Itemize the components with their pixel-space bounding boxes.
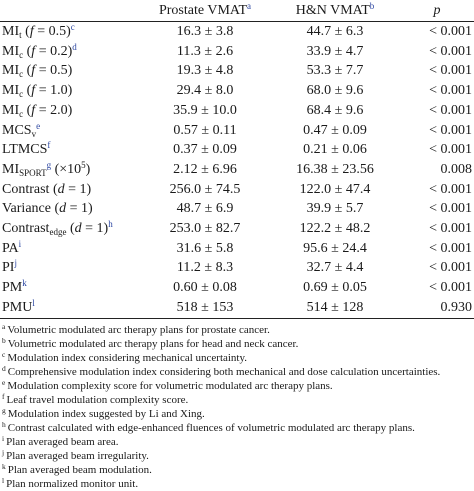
- metric-subscript: edge: [49, 227, 67, 238]
- hn-value: 0.21 ± 0.06: [303, 142, 367, 158]
- table-row: [0, 199, 474, 219]
- table-row: [0, 61, 474, 81]
- table-row: [0, 258, 474, 278]
- metric-label: [0, 258, 150, 278]
- footnote-mark: e: [2, 377, 6, 387]
- p-value: < 0.001: [429, 221, 472, 237]
- p-value: < 0.001: [429, 142, 472, 158]
- footnote: [2, 351, 474, 365]
- metric-parameter: (d = 1): [69, 221, 109, 237]
- metric-parameter: (d = 1): [52, 181, 92, 197]
- table-row: [0, 180, 474, 200]
- metric-parameter: (f = 2.0): [26, 102, 73, 118]
- metric-name: PA: [2, 240, 19, 256]
- footnote-mark: k: [2, 461, 6, 471]
- metric-name: MI: [2, 24, 20, 39]
- hn-value: 68.4 ± 9.6: [306, 102, 364, 118]
- hn-value: 0.47 ± 0.09: [303, 122, 367, 138]
- table-row: [0, 160, 474, 180]
- metric-label: [0, 180, 150, 200]
- hn-value: 39.9 ± 5.7: [306, 201, 364, 217]
- footnote-text: Contrast calculated with edge-enhanced fluences of volumetric modulated arc therapy plans.: [7, 421, 415, 434]
- header-p: p: [400, 0, 474, 22]
- footnote-mark: f: [2, 391, 5, 401]
- table-row: [0, 81, 474, 101]
- hn-value: 122.0 ± 47.4: [299, 181, 371, 197]
- header-hn-label: H&N VMAT: [295, 3, 370, 18]
- footnote-link[interactable]: b: [369, 1, 375, 11]
- metric-parameter: (f = 0.5): [25, 24, 71, 39]
- footnote: [2, 407, 474, 421]
- prostate-value: 19.3 ± 4.8: [176, 63, 234, 79]
- hn-value: 0.69 ± 0.05: [303, 280, 367, 296]
- metric-label: [0, 42, 150, 62]
- footnote-text: Comprehensive modulation index considering both mechanical and dose calculation uncertainties.: [7, 365, 441, 378]
- footnote-mark: a: [2, 321, 6, 331]
- footnote-text: Volumetric modulated arc therapy plans for head and neck cancer.: [7, 337, 299, 350]
- footnote-link[interactable]: c: [70, 22, 75, 32]
- metric-name: MCS: [2, 122, 32, 138]
- header-row: [0, 0, 474, 22]
- footnote-link[interactable]: e: [36, 120, 41, 131]
- footnote-mark: j: [2, 447, 5, 457]
- footnote-link[interactable]: j: [14, 258, 17, 269]
- metric-subscript: SPORT: [19, 167, 47, 178]
- footnote-text: Volumetric modulated arc therapy plans for prostate cancer.: [7, 323, 270, 336]
- prostate-value: 31.6 ± 5.8: [176, 240, 234, 256]
- hn-value: 68.0 ± 9.6: [306, 83, 364, 99]
- hn-value: 122.2 ± 48.2: [299, 221, 371, 237]
- footnote-mark: c: [2, 349, 6, 359]
- metric-label: [0, 278, 150, 298]
- table-row: [0, 42, 474, 62]
- footnote-link[interactable]: a: [247, 1, 252, 11]
- footnote: [2, 421, 474, 435]
- footnote: [2, 435, 474, 449]
- table-body: [0, 22, 474, 319]
- footnote-text: Plan averaged beam irregularity.: [6, 449, 149, 462]
- p-value: < 0.001: [429, 122, 472, 138]
- footnote-text: Plan normalized monitor unit.: [6, 477, 139, 490]
- hn-value: 16.38 ± 23.56: [296, 161, 374, 177]
- metric-name: LTMCS: [2, 142, 48, 158]
- p-value: < 0.001: [429, 102, 472, 118]
- hn-value: 514 ± 128: [260, 298, 400, 318]
- paren-close: ): [85, 161, 91, 177]
- metric-label: [0, 61, 150, 81]
- table-row: [0, 298, 474, 318]
- footnote-link[interactable]: f: [47, 140, 51, 151]
- footnote: [2, 463, 474, 477]
- exponent: 5: [81, 159, 86, 170]
- footnote-mark: g: [2, 405, 6, 415]
- table-row: [0, 22, 474, 42]
- footnote-link[interactable]: l: [32, 297, 35, 308]
- p-value: < 0.001: [429, 43, 472, 59]
- table-row: [0, 219, 474, 239]
- p-value: < 0.001: [429, 24, 472, 39]
- metric-name: PI: [2, 260, 15, 276]
- metric-name: MI: [2, 63, 20, 79]
- footnote-mark: d: [2, 363, 6, 373]
- footnote: [2, 337, 474, 351]
- hn-value: 32.7 ± 4.4: [306, 260, 364, 276]
- footnote-link[interactable]: k: [22, 278, 27, 289]
- prostate-value: 0.37 ± 0.09: [173, 142, 237, 158]
- metric-subscript: c: [19, 69, 24, 80]
- metric-label: [0, 101, 150, 121]
- metric-parameter: (f = 0.5): [26, 63, 73, 79]
- footnote-mark: h: [2, 419, 6, 429]
- metric-name: MI: [2, 102, 20, 118]
- table-header: [0, 0, 474, 22]
- metric-name: PMU: [2, 299, 33, 315]
- metric-name: Contrast: [2, 221, 50, 237]
- metric-subscript: v: [31, 128, 37, 139]
- footnote-link[interactable]: h: [108, 219, 113, 230]
- metric-label: [0, 239, 150, 259]
- metric-subscript: c: [19, 49, 24, 60]
- prostate-value: 253.0 ± 82.7: [169, 221, 241, 237]
- p-value: < 0.001: [429, 63, 472, 79]
- header-prostate-label: Prostate VMAT: [158, 3, 248, 18]
- table-row: [0, 101, 474, 121]
- prostate-value: 11.2 ± 8.3: [176, 260, 234, 276]
- header-hn: [260, 0, 400, 22]
- metric-name: MI: [2, 161, 20, 177]
- metric-subscript: c: [19, 89, 24, 100]
- metric-label: [0, 22, 150, 42]
- table-row: [0, 140, 474, 160]
- footnote: [2, 365, 474, 379]
- p-value: < 0.001: [429, 240, 472, 256]
- metric-name: MI: [2, 83, 20, 99]
- p-value: < 0.001: [429, 280, 472, 296]
- table-row: [0, 239, 474, 259]
- footnote-link[interactable]: g: [46, 159, 52, 170]
- prostate-value: 11.3 ± 2.6: [176, 43, 234, 59]
- p-value: < 0.001: [429, 201, 472, 217]
- p-value: < 0.001: [429, 83, 472, 99]
- metric-label: [0, 121, 150, 141]
- footnote-text: Leaf travel modulation complexity score.: [6, 393, 189, 406]
- footnote-text: Modulation complexity score for volumetric modulated arc therapy plans.: [7, 379, 333, 392]
- prostate-value: 0.57 ± 0.11: [173, 122, 237, 138]
- p-value: 0.930: [400, 298, 474, 318]
- hn-value: 53.3 ± 7.7: [306, 63, 364, 79]
- footnote-mark: b: [2, 335, 6, 345]
- header-metric: [0, 0, 150, 22]
- hn-value: 33.9 ± 4.7: [306, 43, 364, 59]
- header-prostate: [150, 0, 260, 22]
- table-footnotes: [0, 323, 474, 491]
- prostate-value: 35.9 ± 10.0: [173, 102, 237, 118]
- metric-parameter: (f = 1.0): [26, 83, 73, 99]
- footnote-mark: l: [2, 475, 5, 485]
- prostate-value: 48.7 ± 6.9: [176, 201, 234, 217]
- footnote-text: Plan averaged beam modulation.: [7, 463, 152, 476]
- metric-label: [0, 81, 150, 101]
- footnote-link[interactable]: d: [72, 41, 77, 52]
- footnote-text: Plan averaged beam area.: [6, 435, 119, 448]
- metric-subscript: t: [19, 30, 22, 40]
- footnote-text: Modulation index considering mechanical uncertainty.: [7, 351, 248, 364]
- hn-value: 95.6 ± 24.4: [303, 240, 367, 256]
- prostate-value: 16.3 ± 3.8: [176, 24, 234, 39]
- footnote: [2, 393, 474, 407]
- p-value: 0.008: [440, 161, 472, 177]
- footnote-link[interactable]: i: [18, 238, 22, 249]
- footnote: [2, 449, 474, 463]
- metric-label: [0, 219, 150, 239]
- prostate-value: 0.60 ± 0.08: [173, 280, 237, 296]
- footnote: [2, 323, 474, 337]
- table-row: [0, 121, 474, 141]
- metric-label: [0, 199, 150, 219]
- prostate-value: 518 ± 153: [150, 298, 260, 318]
- metric-label: [0, 298, 150, 318]
- footnote: [2, 379, 474, 393]
- metric-parameter: (f = 0.2): [26, 43, 73, 59]
- prostate-value: 29.4 ± 8.0: [176, 83, 234, 99]
- metric-name: MI: [2, 43, 20, 59]
- prostate-value: 256.0 ± 74.5: [169, 181, 241, 197]
- table-row: [0, 278, 474, 298]
- metric-parameter: (×10: [54, 161, 82, 177]
- prostate-value: 2.12 ± 6.96: [173, 161, 237, 177]
- hn-value: 44.7 ± 6.3: [306, 24, 364, 39]
- footnote-text: Modulation index suggested by Li and Xing.: [7, 407, 205, 420]
- footnote-mark: i: [2, 433, 5, 443]
- metric-parameter: (d = 1): [54, 201, 93, 217]
- metric-name: PM: [2, 280, 23, 296]
- p-value: < 0.001: [429, 260, 472, 276]
- metric-name: Variance: [2, 201, 51, 217]
- footnote: [2, 477, 474, 491]
- metric-label: [0, 140, 150, 160]
- p-value: < 0.001: [429, 181, 472, 197]
- metric-name: Contrast: [2, 181, 50, 197]
- metric-label: [0, 160, 150, 180]
- metric-subscript: c: [19, 108, 24, 119]
